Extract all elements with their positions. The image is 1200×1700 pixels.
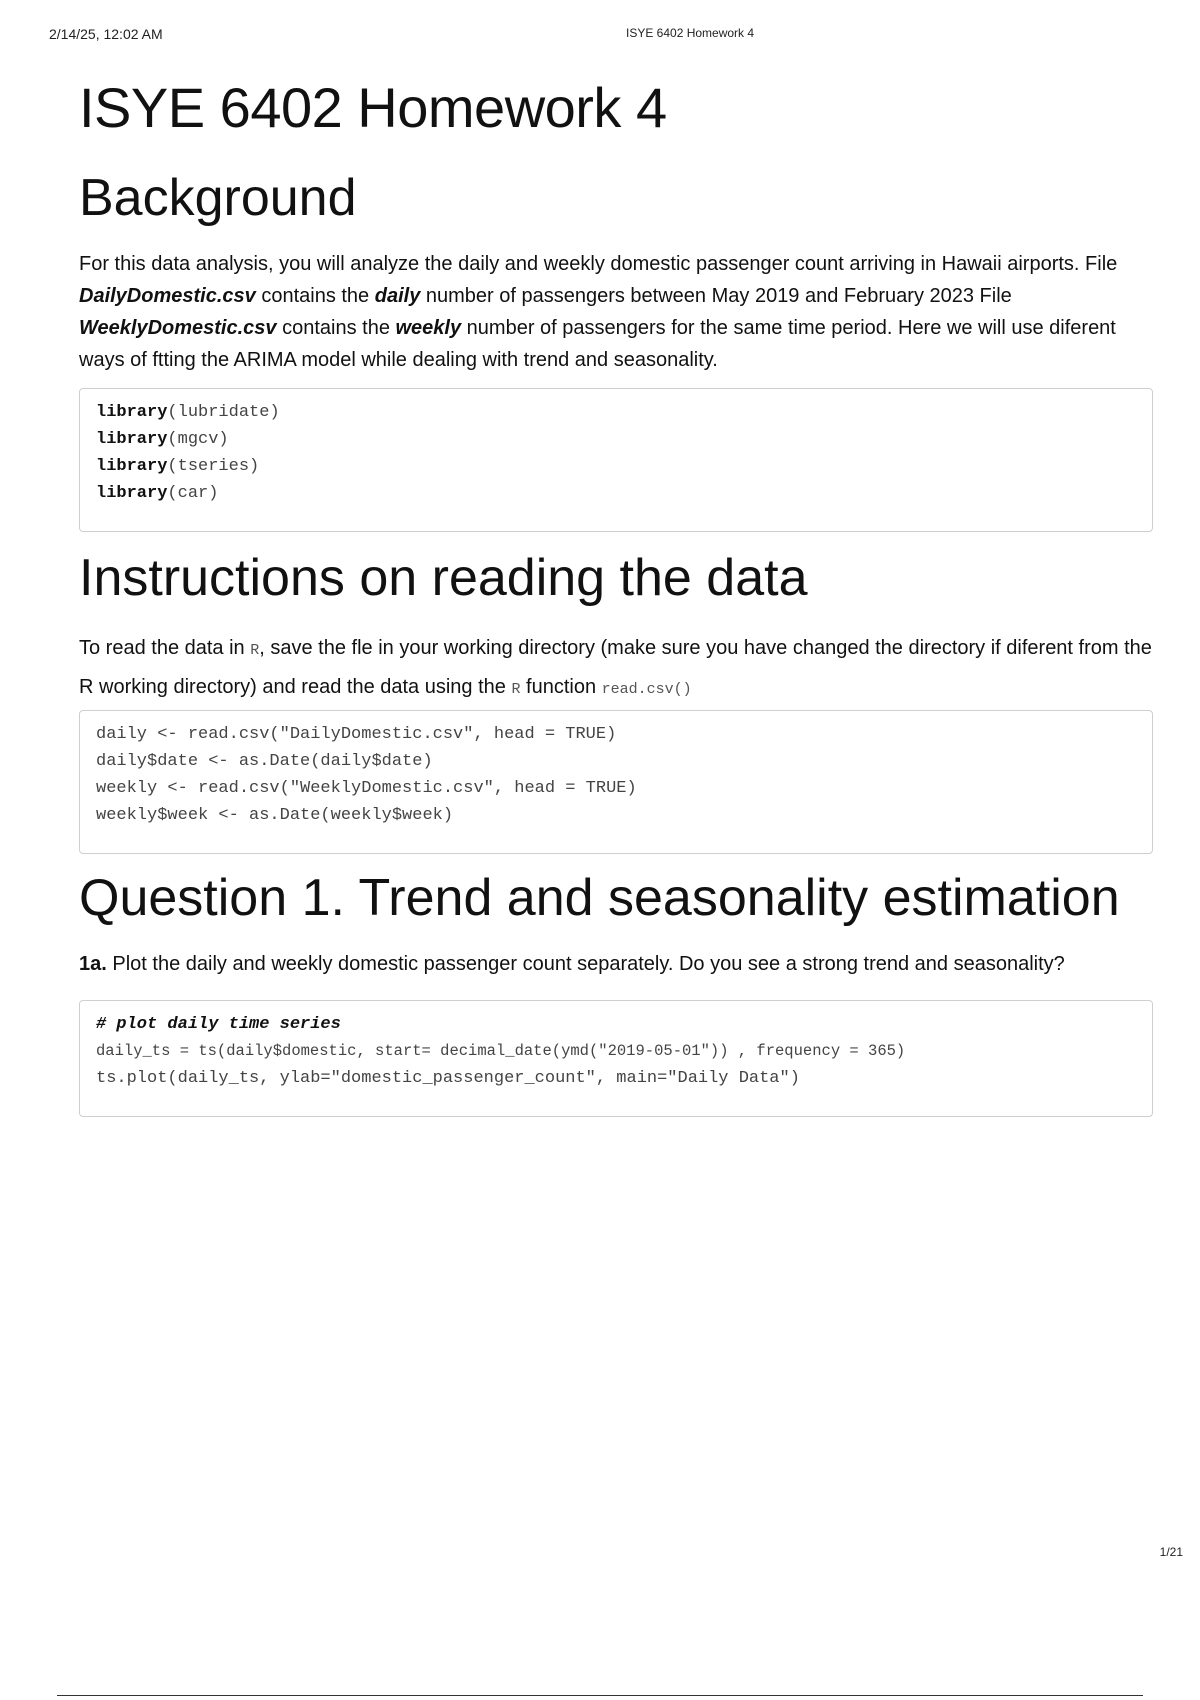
code-line: weekly$week <- as.Date(weekly$week) [96, 806, 454, 825]
weekly-file-name: WeeklyDomestic.csv [79, 317, 277, 339]
code-line: daily <- read.csv("DailyDomestic.csv", head = TRUE) [96, 725, 617, 744]
instructions-paragraph: To read the data in R, save the fle in your working directory (make sure you have changed the directory if diferent from the R working directory) and read the data using the R function read.csv() [79, 637, 1152, 698]
code-line: library(lubridate) [96, 403, 280, 422]
code-line: library(mgcv) [96, 430, 229, 449]
question1a-text: 1a. Plot the daily and weekly domestic passenger count separately. Do you see a strong trend and seasonality? [79, 953, 1065, 975]
background-heading: Background [79, 169, 357, 227]
code-block-plot-daily [79, 1000, 1153, 1117]
code-line: weekly <- read.csv("WeeklyDomestic.csv", head = TRUE) [96, 779, 637, 798]
page-bottom-rule [57, 1695, 1143, 1696]
code-line: daily_ts = ts(daily$domestic, start= decimal_date(ymd("2019-05-01")) , frequency = 365) [96, 1042, 906, 1060]
code-block-libraries [79, 388, 1153, 532]
page-title: ISYE 6402 Homework 4 [79, 76, 667, 139]
code-line: library(car) [96, 484, 219, 503]
print-doc-title: ISYE 6402 Homework 4 [626, 26, 755, 40]
background-paragraph: For this data analysis, you will analyze the daily and weekly domestic passenger count arriving in Hawaii airports. File DailyDomestic.csv contains the daily number of passengers between May 2019 and February 2023 File WeeklyDomestic.csv contains the weekly number of passengers for the same time period. Here we will use diferent ways of ftting the ARIMA model while dealing with trend and seasonality. [79, 253, 1118, 371]
code-line: daily$date <- as.Date(daily$date) [96, 752, 433, 771]
code-line: ts.plot(daily_ts, ylab="domestic_passenger_count", main="Daily Data") [96, 1069, 800, 1088]
page-number: 1/21 [1159, 1545, 1183, 1559]
question1-heading: Question 1. Trend and seasonality estimation [79, 869, 1120, 927]
code-block-read-data [79, 710, 1153, 854]
print-datetime: 2/14/25, 12:02 AM [49, 26, 163, 42]
code-line: library(tseries) [96, 457, 260, 476]
instructions-heading: Instructions on reading the data [79, 549, 808, 607]
read-csv-inline-code: read.csv() [601, 681, 692, 698]
daily-file-name: DailyDomestic.csv [79, 285, 256, 307]
code-comment: # plot daily time series [96, 1015, 341, 1034]
